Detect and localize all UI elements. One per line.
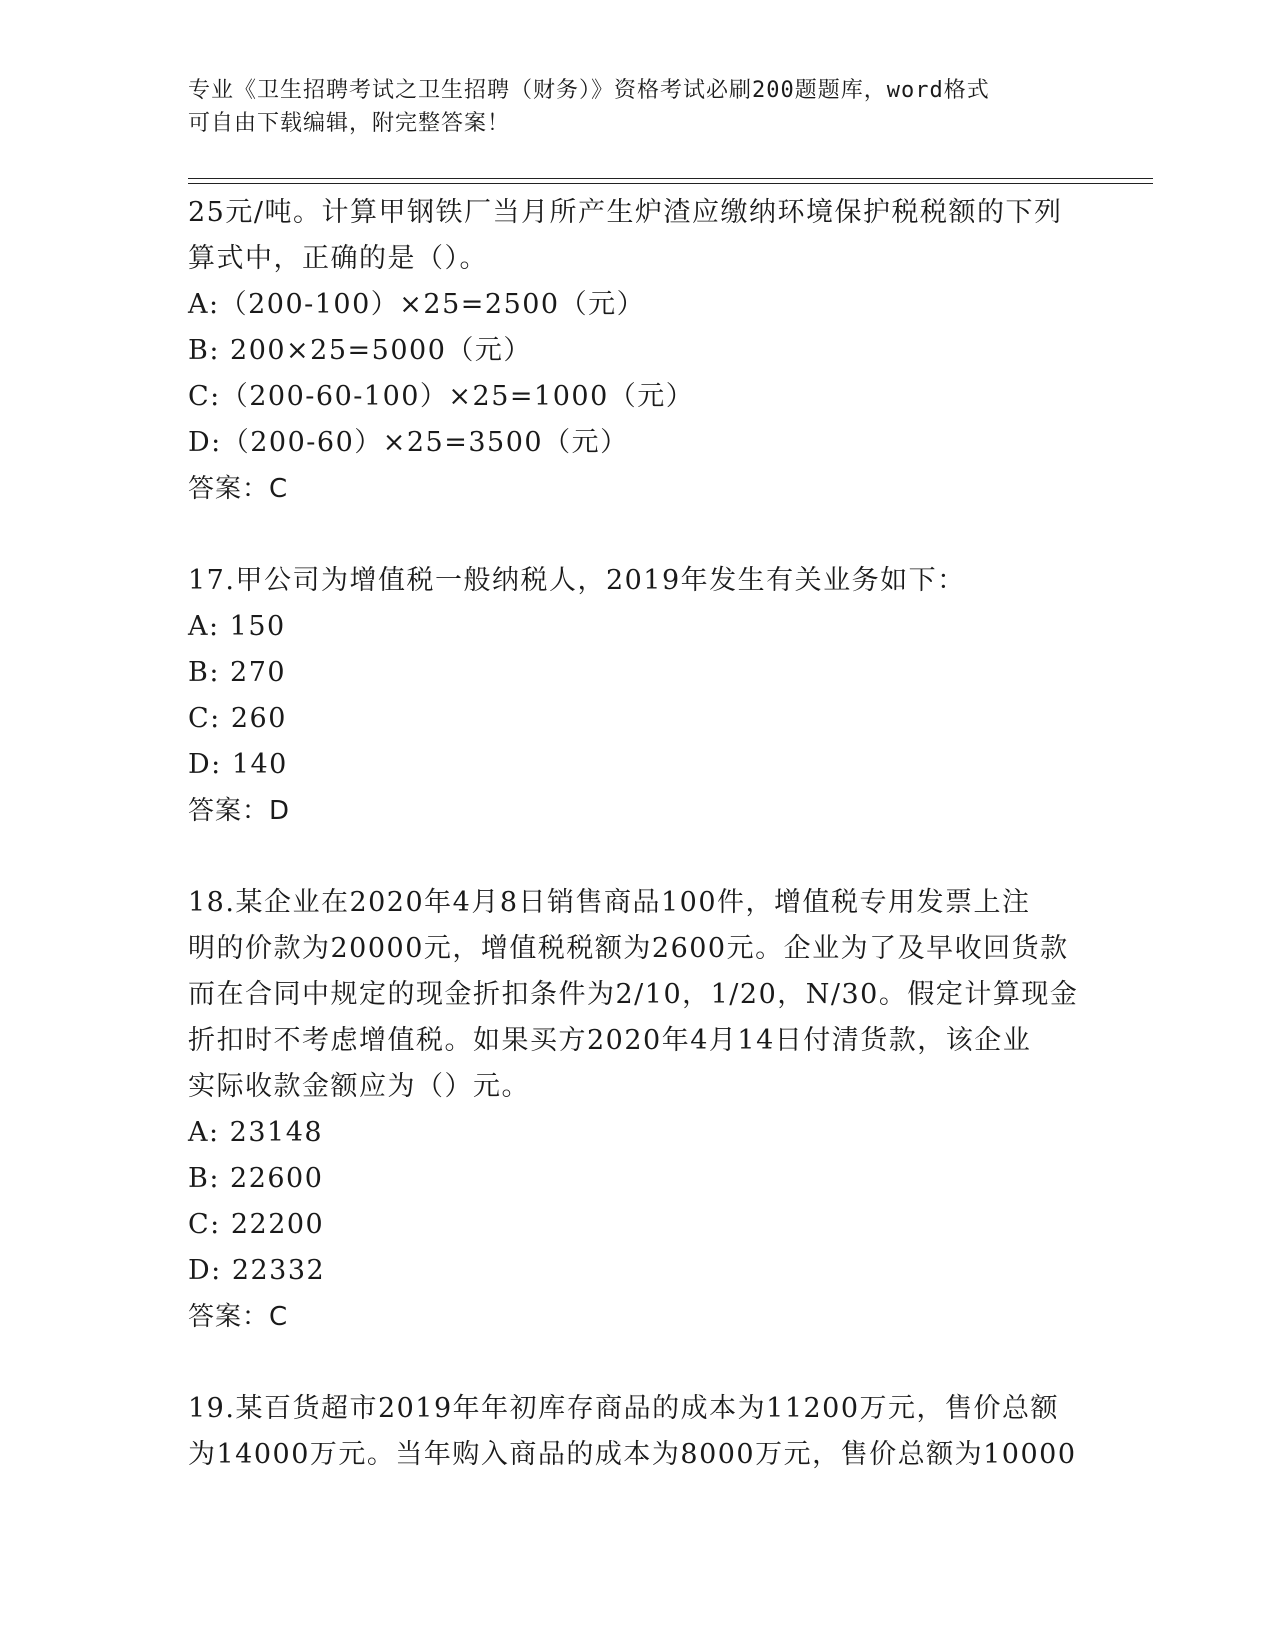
question-17 — [188, 558, 1108, 834]
question-stem-line: 为14000万元。当年购入商品的成本为8000万元，售价总额为10000 — [188, 1439, 1077, 1470]
header-line-2: 可自由下载编辑，附完整答案！ — [188, 111, 511, 136]
question-stem-line: 18.某企业在2020年4月8日销售商品100件，增值税专用发票上注 — [188, 887, 1031, 918]
question-spacer — [188, 512, 1108, 558]
option-d: D: 140 — [188, 749, 288, 780]
header-line-1: 专业《卫生招聘考试之卫生招聘（财务）》资格考试必刷200题题库，word格式 — [188, 78, 990, 103]
question-19 — [188, 1386, 1108, 1478]
answer-label: 答案：C — [188, 474, 289, 504]
option-d: D:（200-60）×25=3500（元） — [188, 427, 629, 458]
question-stem-line: 实际收款金额应为（）元。 — [188, 1071, 530, 1102]
option-a: A:（200-100）×25=2500（元） — [188, 289, 646, 320]
question-stem-line: 25元/吨。计算甲钢铁厂当月所产生炉渣应缴纳环境保护税税额的下列 — [188, 197, 1063, 228]
header-divider — [188, 178, 1153, 179]
question-spacer — [188, 1340, 1108, 1386]
option-c: C: 22200 — [188, 1209, 325, 1240]
answer-label: 答案：D — [188, 796, 291, 826]
header-divider-second — [188, 183, 1153, 184]
question-stem-line: 19.某百货超市2019年年初库存商品的成本为11200万元，售价总额 — [188, 1393, 1060, 1424]
question-list — [188, 190, 1108, 1478]
option-b: B: 270 — [188, 657, 287, 688]
question-stem-line: 17.甲公司为增值税一般纳税人，2019年发生有关业务如下： — [188, 565, 966, 596]
option-d: D: 22332 — [188, 1255, 326, 1286]
option-c: C: 260 — [188, 703, 287, 734]
answer-label: 答案：C — [188, 1302, 289, 1332]
question-16 — [188, 190, 1108, 512]
question-stem-line: 明的价款为20000元，增值税税额为2600元。企业为了及早收回货款 — [188, 933, 1069, 964]
document-header — [188, 74, 1088, 140]
option-a: A: 23148 — [188, 1117, 324, 1148]
option-b: B: 200×25=5000（元） — [188, 335, 532, 366]
question-stem-line: 折扣时不考虑增值税。如果买方2020年4月14日付清货款，该企业 — [188, 1025, 1032, 1056]
option-c: C:（200-60-100）×25=1000（元） — [188, 381, 695, 412]
option-a: A: 150 — [188, 611, 286, 642]
question-18 — [188, 880, 1108, 1340]
question-stem-line: 算式中，正确的是（）。 — [188, 243, 488, 274]
question-spacer — [188, 834, 1108, 880]
option-b: B: 22600 — [188, 1163, 324, 1194]
question-stem-line: 而在合同中规定的现金折扣条件为2/10，1/20，N/30。假定计算现金 — [188, 979, 1079, 1010]
